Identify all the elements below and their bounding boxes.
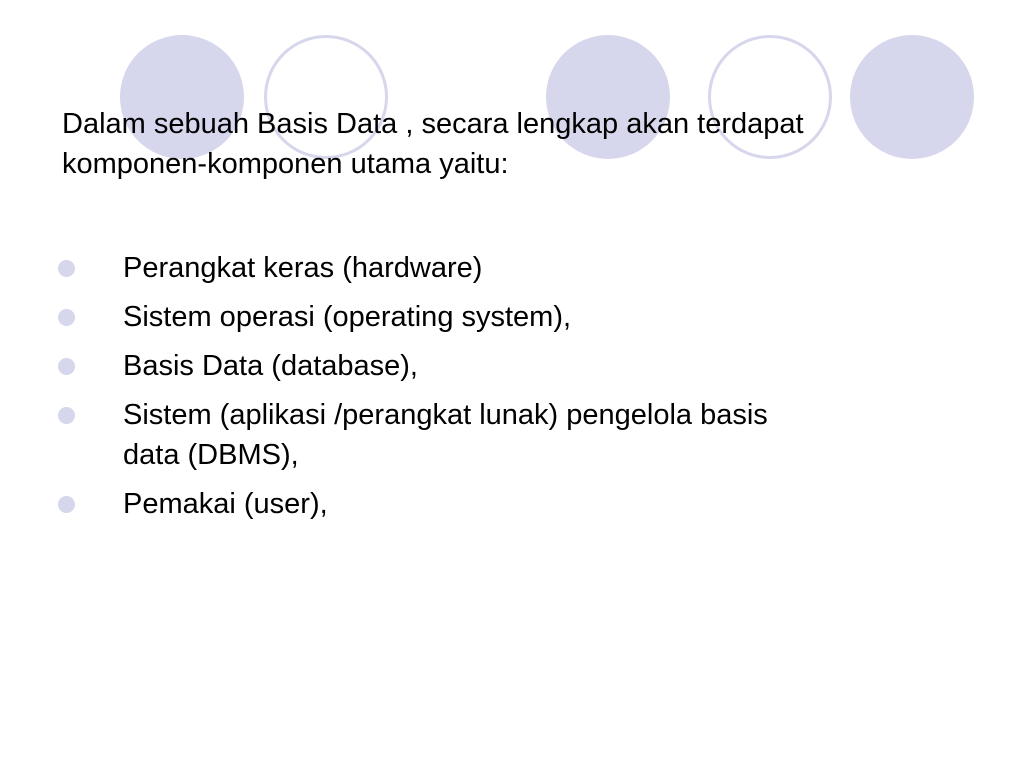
list-item-text: Perangkat keras (hardware)	[123, 252, 483, 284]
intro-line: komponen-komponen utama yaitu:	[62, 148, 509, 180]
list-item	[58, 297, 958, 337]
bullet-dot-icon	[58, 496, 75, 513]
bullet-dot-icon	[58, 358, 75, 375]
list-item	[58, 484, 958, 524]
bullet-dot-icon	[58, 260, 75, 277]
list-item-text: Sistem operasi (operating system),	[123, 301, 572, 333]
list-item	[58, 395, 958, 475]
list-item-text: Pemakai (user),	[123, 488, 328, 520]
list-item-text: Basis Data (database),	[123, 350, 418, 382]
bullet-dot-icon	[58, 309, 75, 326]
intro-line: Dalam sebuah Basis Data , secara lengkap akan terdapat	[62, 108, 804, 140]
list-item	[58, 248, 958, 288]
list-item-text: Sistem (aplikasi /perangkat lunak) pengelola basis	[123, 399, 768, 431]
list-item	[58, 346, 958, 386]
component-list	[58, 248, 958, 533]
bullet-dot-icon	[58, 407, 75, 424]
list-item-text-continuation: data (DBMS),	[123, 439, 299, 471]
intro-text	[62, 104, 982, 184]
